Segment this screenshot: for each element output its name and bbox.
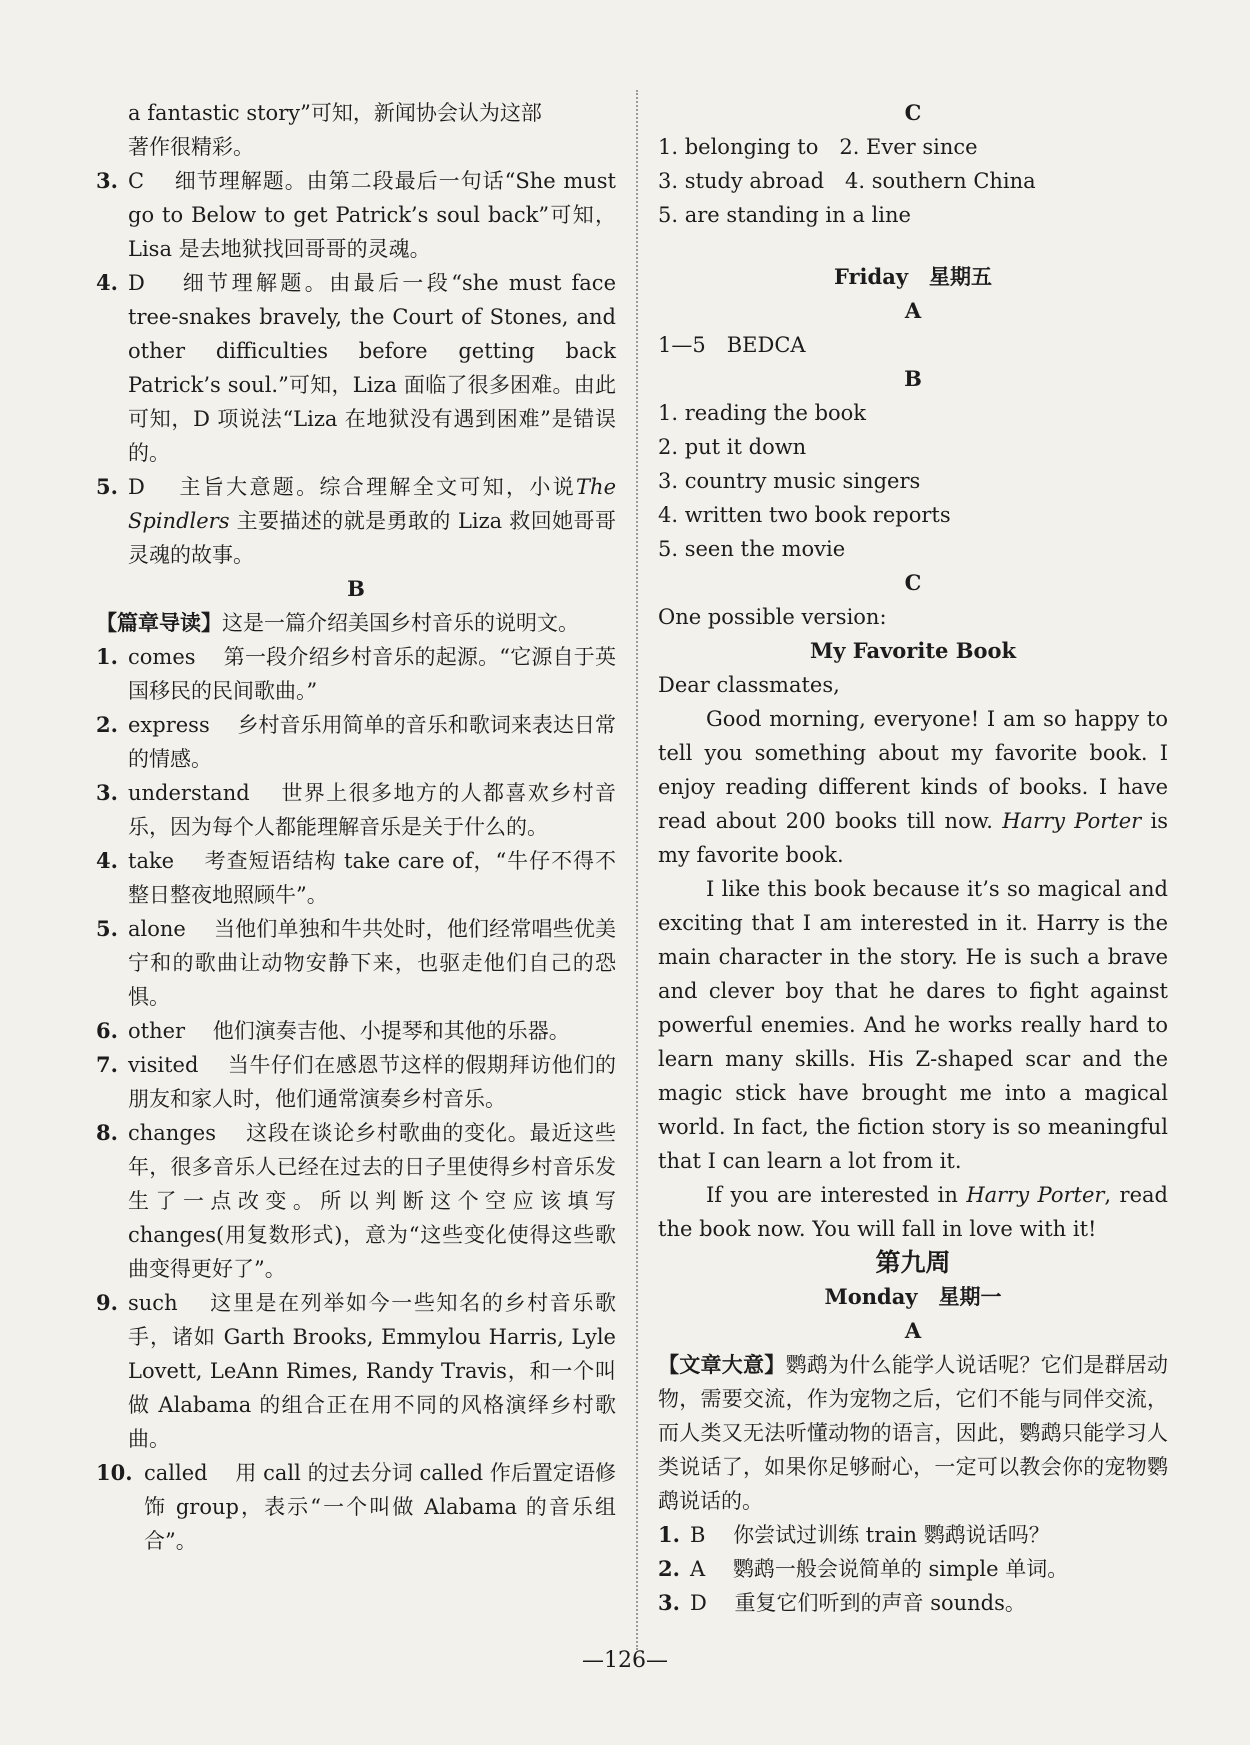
- fb-answer-line: 3. country music singers: [658, 469, 921, 493]
- item-answer: express: [128, 713, 210, 737]
- item-number: 9.: [96, 1290, 118, 1315]
- item-explanation: 乡村音乐用简单的音乐和歌词来表达日常的情感。: [128, 713, 616, 771]
- monday-a-label: A: [904, 1318, 922, 1343]
- right-column: [658, 96, 1168, 1620]
- answer-item: [96, 1286, 616, 1456]
- answer-item-a5: [96, 470, 616, 572]
- answer-item: [96, 1048, 616, 1116]
- friday-a-label: A: [904, 298, 922, 323]
- item-answer: alone: [128, 917, 186, 941]
- item-answer: C: [128, 169, 145, 193]
- answer-item: [96, 844, 616, 912]
- intro-line-1: a fantastic story”可知，新闻协会认为这部: [128, 101, 542, 125]
- answer-item-a3: [96, 164, 616, 266]
- summary-text: 鹦鹉为什么能学人说话呢？它们是群居动物，需要交流，作为宠物之后，它们不能与同伴交流，而人类又无法听懂动物的语言，因此，鹦鹉只能学习人类说话了，如果你足够耐心，一定可以教会你的宠物鹦鹉说话的。: [658, 1353, 1169, 1513]
- item-number: 2.: [658, 1556, 680, 1581]
- c-answer-line: 5. are standing in a line: [658, 203, 911, 227]
- item-number: 2.: [96, 712, 118, 737]
- answer-item: [96, 1116, 616, 1286]
- essay-text: is my favorite book.: [658, 809, 1168, 867]
- item-explanation: 这段在谈论乡村歌曲的变化。最近这些年，很多音乐人已经在过去的日子里使得乡村音乐发生了一点改变。所以判断这个空应该填写 changes(用复数形式)，意为“这些变化使得这些歌曲变得更好了”。: [128, 1121, 617, 1281]
- item-answer: D: [128, 475, 145, 499]
- answer-item: [96, 912, 616, 1014]
- item-answer: D: [690, 1591, 707, 1615]
- item-explanation: 重复它们听到的声音 sounds。: [734, 1591, 1026, 1615]
- item-number: 10.: [96, 1460, 133, 1485]
- essay-text: If you are interested in: [706, 1183, 967, 1207]
- item-answer: A: [690, 1557, 706, 1581]
- friday-a-answers: 1—5 BEDCA: [658, 333, 806, 357]
- answer-item: [96, 1014, 616, 1048]
- essay-paragraph-2: I like this book because it’s so magical and exciting that I am interested in it. Harry is the main character in the story. He is such a brave and clever boy that he dares to fight against powerful enemies. And he works really hard to learn many skills. His Z-shaped scar and the magic stick have brought me into a magical world. In fact, the fiction story is so meaningful that I can learn a lot from it.: [658, 877, 1168, 1173]
- answer-item: [658, 1552, 1168, 1586]
- item-number: 1.: [96, 644, 118, 669]
- monday-a-answers: [658, 1518, 1168, 1620]
- book-title: The Spindlers: [128, 475, 616, 533]
- week-heading: 第九周: [875, 1248, 951, 1277]
- item-number: 4.: [96, 270, 118, 295]
- item-number: 4.: [96, 848, 118, 873]
- item-answer: other: [128, 1019, 186, 1043]
- item-number: 8.: [96, 1120, 118, 1145]
- c-answer-line: 1. belonging to 2. Ever since: [658, 135, 978, 159]
- guide-tag: 【篇章导读】: [96, 610, 222, 635]
- item-number: 5.: [96, 916, 118, 941]
- c-answer-line: 3. study abroad 4. southern China: [658, 169, 1036, 193]
- item-explanation: 用 call 的过去分词 called 作后置定语修饰 group，表示“一个叫做 Alabama 的音乐组合”。: [144, 1461, 616, 1553]
- item-number: 3.: [96, 168, 118, 193]
- item-answer: changes: [128, 1121, 216, 1145]
- essay-text: , read the book now. You will fall in love with it!: [658, 1183, 1168, 1241]
- section-b-heading: B: [347, 576, 365, 601]
- intro-line-2: 著作很精彩。: [128, 135, 254, 159]
- item-answer: understand: [128, 781, 250, 805]
- item-explanation: 当他们单独和牛共处时，他们经常唱些优美宁和的歌曲让动物安静下来，也驱走他们自己的恐惧。: [128, 917, 616, 1009]
- essay-paragraph-1: [658, 702, 1168, 872]
- item-explanation: 细节理解题。由最后一段“she must face tree-snakes bravely, the Court of Stones, and other difficulties before getting back Patrick’s soul.”可知，Liza 面临了很多困难。由此可知，D 项说法“Liza 在地狱没有遇到困难”是错误的。: [128, 271, 616, 465]
- fb-answer-line: 4. written two book reports: [658, 503, 951, 527]
- essay-salutation: Dear classmates,: [658, 673, 840, 697]
- item-explanation: 这里是在列举如今一些知名的乡村音乐歌手，诸如 Garth Brooks, Emmylou Harris, Lyle Lovett, LeAnn Rimes, Randy Travis，和一个叫做 Alabama 的组合正在用不同的风格演绎乡村歌曲。: [128, 1291, 616, 1451]
- item-explanation-cont: 主要描述的就是勇敢的 Liza 救回她哥哥灵魂的故事。: [128, 509, 616, 567]
- friday-b-label: B: [904, 366, 922, 391]
- item-number: 7.: [96, 1052, 118, 1077]
- summary-tag: 【文章大意】: [658, 1352, 786, 1377]
- answer-item: [96, 640, 616, 708]
- answer-item: [96, 708, 616, 776]
- item-answer: B: [690, 1523, 706, 1547]
- answer-item: [96, 1456, 616, 1558]
- item-explanation: 鹦鹉一般会说简单的 simple 单词。: [732, 1557, 1069, 1581]
- article-summary: [658, 1348, 1168, 1518]
- item-answer: comes: [128, 645, 196, 669]
- item-explanation: 考查短语结构 take care of，“牛仔不得不整日整夜地照顾牛”。: [128, 849, 616, 907]
- friday-heading: Friday 星期五: [833, 264, 993, 289]
- item-answer: called: [144, 1461, 208, 1485]
- answer-item: [96, 776, 616, 844]
- item-number: 5.: [96, 474, 118, 499]
- item-explanation: 当牛仔们在感恩节这样的假期拜访他们的朋友和家人时，他们通常演奏乡村音乐。: [128, 1053, 616, 1111]
- item-number: 1.: [658, 1522, 680, 1547]
- answer-item-a4: [96, 266, 616, 470]
- essay-text: Good morning, everyone! I am so happy to tell you something about my favorite book. I enjoy reading different kinds of books. I have read about 200 books till now.: [658, 707, 1168, 833]
- item-explanation: 你尝试过训练 train 鹦鹉说话吗？: [733, 1523, 1050, 1547]
- book-title: Harry Porter: [1002, 809, 1142, 833]
- left-column: [96, 96, 616, 1558]
- item-number: 3.: [96, 780, 118, 805]
- item-explanation: 他们演奏吉他、小提琴和其他的乐器。: [212, 1019, 570, 1043]
- item-answer: such: [128, 1291, 178, 1315]
- version-label: One possible version:: [658, 605, 887, 629]
- item-number: 3.: [658, 1590, 680, 1615]
- item-number: 6.: [96, 1018, 118, 1043]
- section-b-answers: [96, 640, 616, 1558]
- essay-paragraph-3: [658, 1178, 1168, 1246]
- item-explanation: 主旨大意题。综合理解全文可知，小说: [179, 475, 577, 499]
- friday-c-label: C: [904, 570, 922, 595]
- fb-answer-line: 2. put it down: [658, 435, 807, 459]
- section-c-heading: C: [904, 100, 922, 125]
- fb-answer-line: 1. reading the book: [658, 401, 867, 425]
- essay-title: My Favorite Book: [809, 638, 1017, 663]
- item-answer: D: [128, 271, 145, 295]
- item-explanation: 世界上很多地方的人都喜欢乡村音乐，因为每个人都能理解音乐是关于什么的。: [128, 781, 616, 839]
- page-number: —126—: [582, 1648, 668, 1673]
- item-answer: visited: [128, 1053, 199, 1077]
- answer-item: [658, 1518, 1168, 1552]
- guide-text: 这是一篇介绍美国乡村音乐的说明文。: [222, 611, 579, 635]
- monday-heading: Monday 星期一: [824, 1284, 1002, 1309]
- chapter-guide: [96, 606, 616, 640]
- answer-item: [658, 1586, 1168, 1620]
- fb-answer-line: 5. seen the movie: [658, 537, 846, 561]
- item-explanation: 细节理解题。由第二段最后一句话“She must go to Below to get Patrick’s soul back”可知，Lisa 是去地狱找回哥哥的灵魂。: [128, 169, 616, 261]
- item-answer: take: [128, 849, 175, 873]
- item-explanation: 第一段介绍乡村音乐的起源。“它源自于英国移民的民间歌曲。”: [128, 645, 616, 703]
- column-divider: [636, 90, 638, 1650]
- book-title: Harry Porter: [966, 1183, 1105, 1207]
